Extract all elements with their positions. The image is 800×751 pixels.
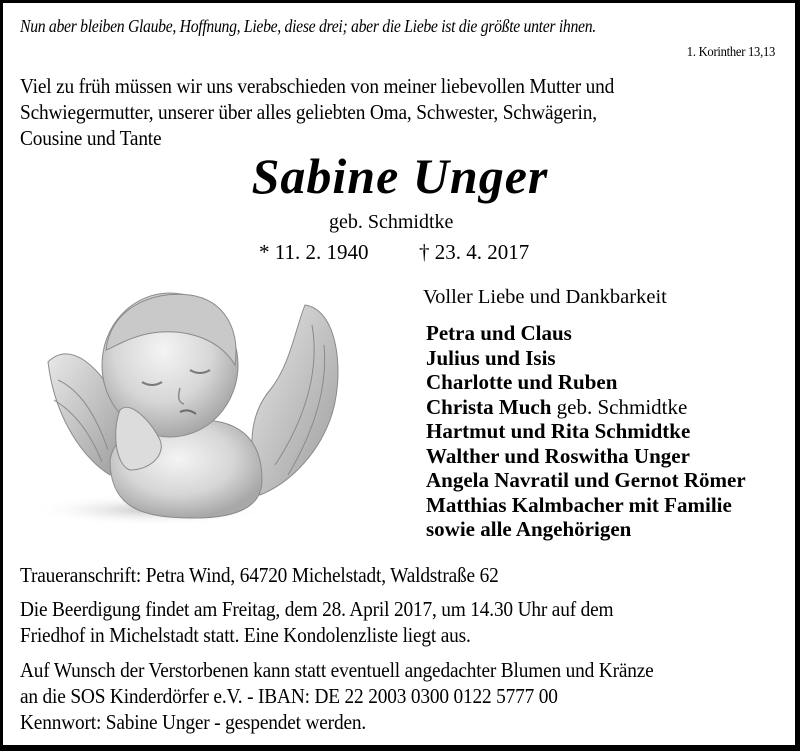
list-item [426, 419, 746, 444]
list-item [426, 370, 746, 395]
funeral-line: Die Beerdigung findet am Freitag, dem 28. April 2017, um 14.30 Uhr auf dem [20, 597, 614, 621]
birth-date: * 11. 2. 1940 [259, 240, 369, 264]
mourner-name: Matthias Kalmbacher mit Familie [426, 492, 732, 517]
list-item [426, 395, 746, 420]
funeral-info [20, 596, 613, 648]
mourners-heading: Voller Liebe und Dankbarkeit [423, 286, 667, 308]
mourner-name: Petra und Claus [426, 321, 572, 345]
list-item [426, 468, 746, 493]
mourning-address [20, 562, 499, 588]
death-date: † 23. 4. 2017 [419, 240, 530, 264]
mourner-name: Julius und Isis [426, 345, 556, 370]
obituary-notice [3, 3, 795, 745]
mourner-maiden-name: geb. Schmidtke [551, 394, 688, 419]
verse-reference: 1. Korinther 13,13 [686, 45, 775, 60]
mourner-name: Angela Navratil und Gernot Römer [426, 468, 746, 492]
list-item [426, 517, 746, 542]
angel-statue-icon [30, 270, 400, 550]
list-item [426, 346, 746, 371]
list-item [426, 444, 746, 469]
list-item [426, 493, 746, 518]
donation-line: an die SOS Kinderdörfer e.V. - IBAN: DE 22 2003 0300 0122 5777 00 [20, 684, 558, 708]
address-line: Traueranschrift: Petra Wind, 64720 Michelstadt, Waldstraße 62 [20, 563, 499, 587]
maiden-name: geb. Schmidtke [329, 211, 454, 233]
intro-line: Cousine und Tante [20, 126, 162, 150]
funeral-line: Friedhof in Michelstadt statt. Eine Kondolenzliste liegt aus. [20, 623, 471, 647]
donation-line: Auf Wunsch der Verstorbenen kann statt eventuell angedachter Blumen und Kränze [20, 658, 654, 682]
mourners-list [426, 321, 746, 542]
mourner-name: Charlotte und Ruben [426, 370, 618, 394]
mourner-name: Walther und Roswitha Unger [426, 443, 690, 468]
donation-info [20, 657, 654, 735]
intro-line: Schwiegermutter, unserer über alles geliebten Oma, Schwester, Schwägerin, [20, 100, 597, 124]
deceased-name [3, 147, 795, 205]
mourner-name: Christa Much [426, 394, 552, 419]
mourner-name: sowie alle Angehörigen [426, 517, 632, 541]
mourner-name: Hartmut und Rita Schmidtke [426, 419, 691, 443]
intro-text [20, 73, 614, 151]
bible-verse: Nun aber bleiben Glaube, Hoffnung, Liebe, diese drei; aber die Liebe ist die größte unter ihnen. [20, 16, 596, 36]
deceased-name-text: Sabine Unger [251, 148, 549, 204]
intro-line: Viel zu früh müssen wir uns verabschieden von meiner liebevollen Mutter und [20, 74, 615, 98]
donation-line: Kennwort: Sabine Unger - gespendet werden. [20, 710, 367, 734]
list-item [426, 321, 746, 346]
